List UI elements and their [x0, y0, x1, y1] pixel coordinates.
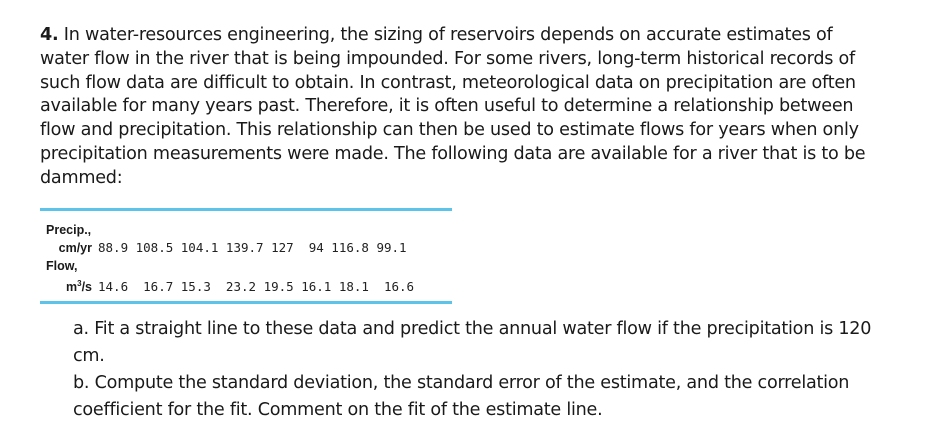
precip-values: 88.9 108.5 104.1 139.7 127 94 116.8 99.1	[98, 240, 407, 255]
flow-unit-base: m	[65, 280, 78, 295]
data-table	[40, 208, 452, 304]
table-bottom-rule	[40, 301, 452, 304]
table-rows	[40, 211, 452, 301]
precip-unit: cm/yr	[58, 241, 92, 255]
flow-label: Flow,	[46, 259, 78, 273]
problem-text: In water-resources engineering, the sizing of reservoirs depends on accurate estimates of water flow in the river that is being impounded. For some rivers, long-term historical records of such flow data are difficult to obtain. In contrast, meteorological data on precipitation are often available for many years past. Therefore, it is often useful to determine a relationship between flow and precipitation. This relationship can then be used to estimate flows for years when only precipitation measurements were made. The following data are available for a river that is to be dammed:	[40, 25, 866, 188]
flow-values: 14.6 16.7 15.3 23.2 19.5 16.1 18.1 16.6	[98, 279, 415, 295]
flow-unit-exponent: 3	[77, 279, 82, 288]
question-a: a. Fit a straight line to these data and predict the annual water flow if the precipitation is 120 cm.	[73, 319, 872, 366]
problem-statement	[40, 24, 880, 191]
problem-number: 4.	[40, 25, 59, 45]
flow-unit-tail: /s	[81, 280, 92, 295]
question-b: b. Compute the standard deviation, the standard error of the estimate, and the correlation coefficient for the fit. Comment on the fit of the estimate line.	[73, 373, 850, 420]
precip-label: Precip.,	[46, 223, 92, 237]
precip-row	[46, 237, 452, 259]
flow-row	[46, 273, 452, 295]
flow-unit	[46, 273, 98, 298]
sub-questions	[73, 316, 893, 424]
